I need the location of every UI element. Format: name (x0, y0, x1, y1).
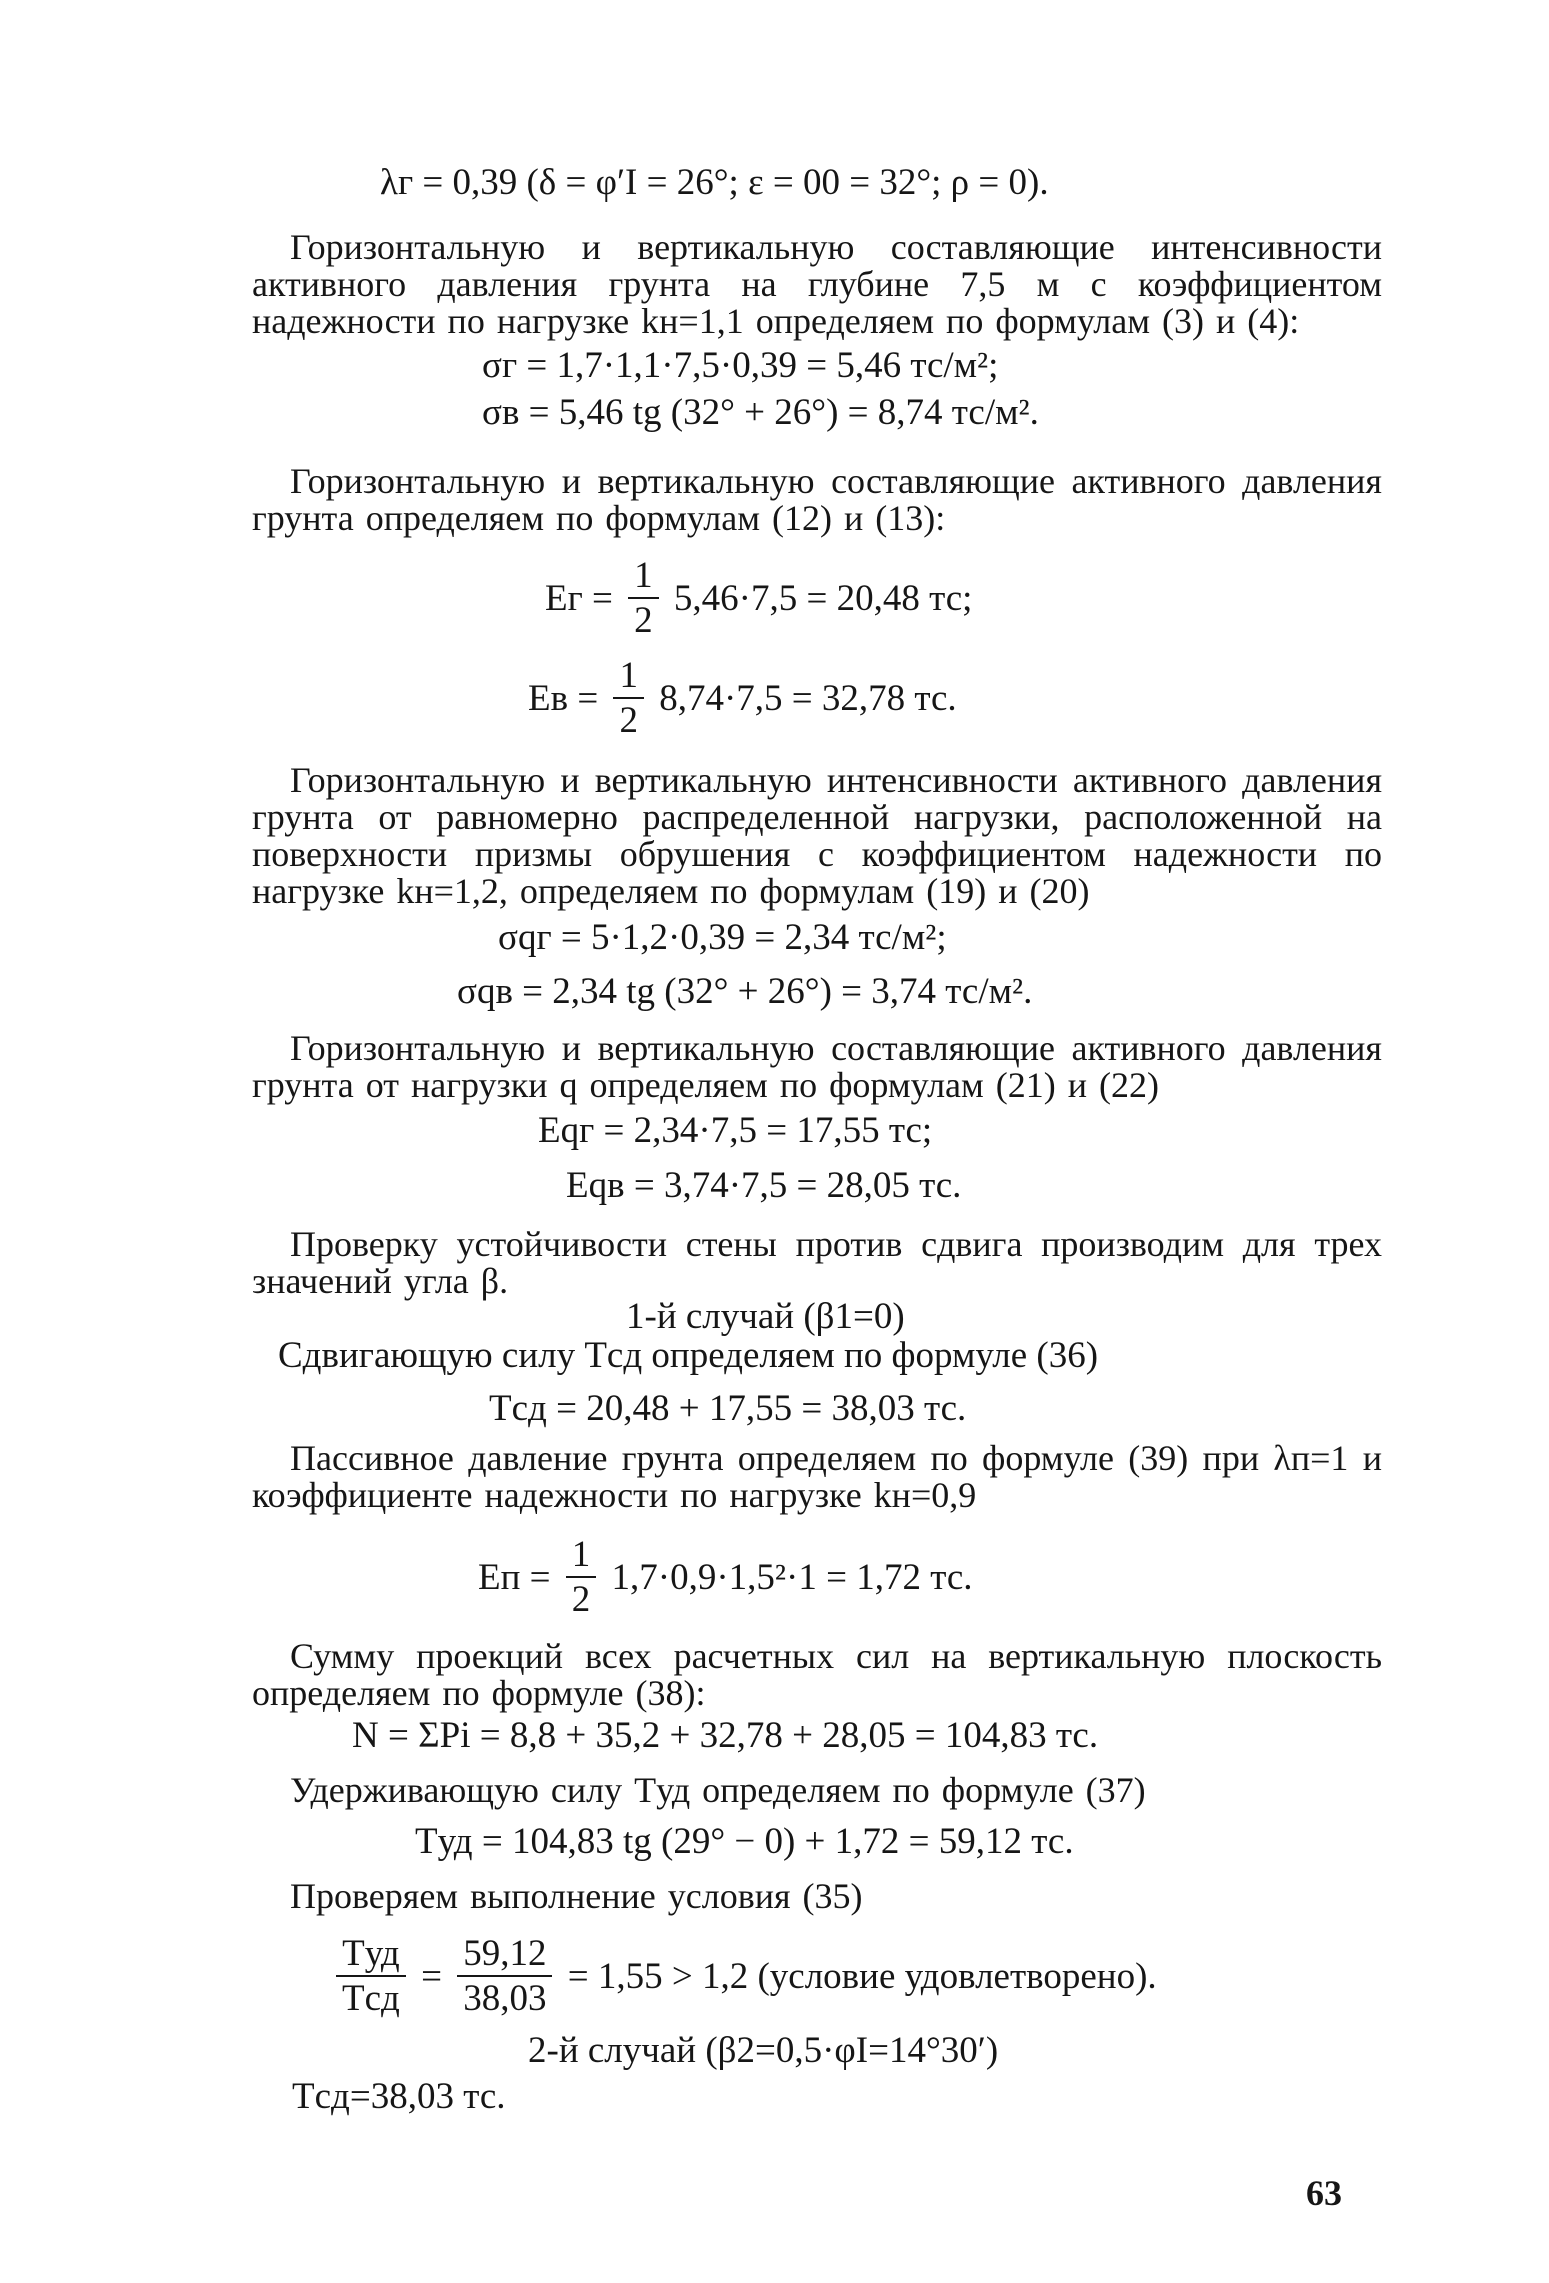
formula-ep-rhs: 1,7·0,9·1,5²·1 = 1,72 тс. (611, 1557, 973, 1598)
fraction-numerator: Tуд (336, 1933, 406, 1977)
paragraph-2: Горизонтальную и вертикальную составляющие активного давления грунта определяем по формулам (12) и (13): (252, 461, 1382, 538)
formula-eg-lhs: Eг = (545, 578, 613, 619)
fraction-denominator: 2 (619, 700, 638, 741)
formula-lambda-text: λг = 0,39 (δ = φ′I = 26°; ε = 00 = 32°; ρ = 0). (380, 162, 1049, 203)
fraction-half (566, 1534, 597, 1622)
paragraph-9: Проверяем выполнение условия (35) (290, 1876, 863, 1916)
formula-ep-lhs: Eп = (478, 1557, 551, 1598)
fraction-half (628, 555, 659, 643)
fraction-denominator: Tсд (342, 1978, 400, 2019)
formula-ratio-rhs: = 1,55 > 1,2 (условие удовлетворено). (567, 1956, 1157, 1997)
paragraph-4: Горизонтальную и вертикальную составляющие активного давления грунта от нагрузки q определяем по формулам (21) и (22) (252, 1028, 1382, 1105)
fraction-numerator: 1 (613, 655, 644, 699)
formula-eg (545, 555, 972, 643)
formula-sigma-v: σв = 5,46 tg (32° + 26°) = 8,74 тс/м². (482, 392, 1039, 433)
formula-n-sum: N = ΣPi = 8,8 + 35,2 + 32,78 + 28,05 = 104,83 тс. (352, 1715, 1099, 1756)
formula-tsd-1: Tсд = 20,48 + 17,55 = 38,03 тс. (489, 1388, 967, 1429)
formula-tsd-2: Tсд=38,03 тс. (292, 2076, 506, 2117)
formula-sigma-qv: σqв = 2,34 tg (32° + 26°) = 3,74 тс/м². (457, 971, 1033, 1012)
paragraph-8: Удерживающую силу Tуд определяем по формуле (37) (290, 1770, 1146, 1810)
formula-sigma-g: σг = 1,7·1,1·7,5·0,39 = 5,46 тс/м²; (482, 345, 999, 386)
formula-eg-rhs: 5,46·7,5 = 20,48 тс; (673, 578, 973, 619)
fraction-t-ratio (336, 1933, 406, 2021)
page-number: 63 (1306, 2173, 1342, 2213)
fraction-numerator: 1 (628, 555, 659, 599)
fraction-denominator: 2 (634, 600, 653, 641)
formula-ev-lhs: Eв = (528, 678, 599, 719)
formula-ep (478, 1534, 973, 1622)
fraction-numerator: 59,12 (457, 1933, 552, 1977)
paragraph-1: Горизонтальную и вертикальную составляющие интенсивности активного давления грунта на глубине 7,5 м с коэффициентом надежности по нагрузке kн=1,1 определяем по формулам (3) и (4): (252, 227, 1382, 341)
fraction-half (613, 655, 644, 743)
formula-ratio (330, 1933, 1157, 2021)
formula-ev-rhs: 8,74·7,5 = 32,78 тс. (659, 678, 957, 719)
case-1-text: Сдвигающую силу Tсд определяем по формуле (36) (278, 1335, 1099, 1376)
formula-eqv: Eqв = 3,74·7,5 = 28,05 тс. (566, 1165, 962, 1206)
fraction-value-ratio (457, 1933, 552, 2021)
formula-sigma-qg: σqг = 5·1,2·0,39 = 2,34 тс/м²; (498, 917, 947, 958)
formula-eqg: Eqг = 2,34·7,5 = 17,55 тс; (538, 1110, 933, 1151)
case-2-heading: 2-й случай (β2=0,5·φI=14°30′) (528, 2030, 999, 2071)
fraction-numerator: 1 (566, 1534, 597, 1578)
paragraph-5: Проверку устойчивости стены против сдвига производим для трех значений угла β. (252, 1224, 1382, 1301)
fraction-denominator: 38,03 (463, 1978, 547, 2019)
formula-ev (528, 655, 957, 743)
paragraph-6: Пассивное давление грунта определяем по формуле (39) при λп=1 и коэффициенте надежности по нагрузке kн=0,9 (252, 1438, 1382, 1515)
paragraph-7: Сумму проекций всех расчетных сил на вертикальную плоскость определяем по формуле (38): (252, 1636, 1382, 1713)
formula-tud: Tуд = 104,83 tg (29° − 0) + 1,72 = 59,12 тс. (415, 1821, 1074, 1862)
formula-lambda (380, 163, 1049, 203)
fraction-denominator: 2 (571, 1579, 591, 1620)
case-1-heading: 1-й случай (β1=0) (626, 1296, 905, 1337)
equals-sign: = (421, 1956, 442, 1997)
paragraph-3: Горизонтальную и вертикальную интенсивности активного давления грунта от равномерно распределенной нагрузки, расположенной на поверхности призмы обрушения с коэффициентом надежности по нагрузке kн=1,2, определяем по формулам (19) и (20) (252, 760, 1382, 911)
